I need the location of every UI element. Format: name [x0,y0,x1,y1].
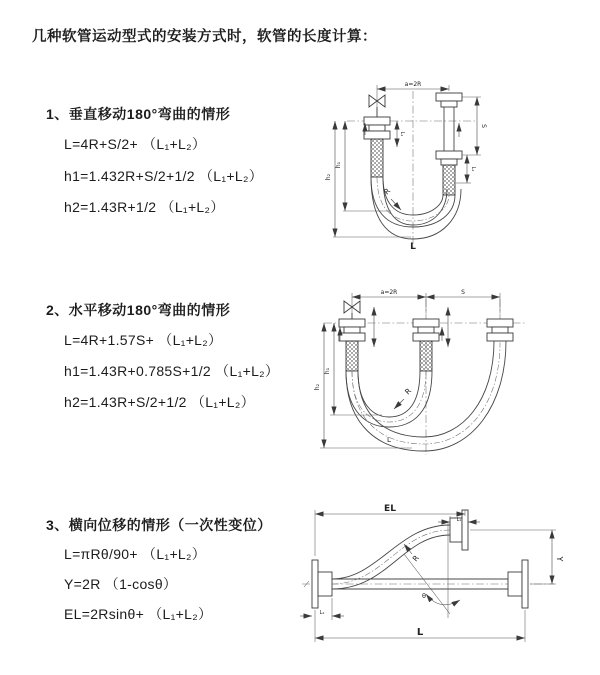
length-label: L [410,242,416,252]
dim-l1-bottom-label: L₁ [319,610,325,616]
diagram-lateral-displacement [298,502,586,650]
length-label: L [387,436,391,444]
dim-l1-left-label: L₁ [399,131,405,137]
section1-formula-h1: h1=1.432R+S/2+1/2 （L₁+L₂） [64,168,264,184]
section3-formula-l: L=πRθ/90+ （L₁+L₂） [64,546,207,562]
dim-el-label: EL [384,504,396,514]
dim-l [315,610,525,642]
braided-hose-section [443,165,455,195]
braided-hose-section [346,341,358,371]
dim-a2r-label: a=2R [380,289,398,296]
right-pipe-flanges [436,93,462,195]
dim-s-label: S [480,124,487,128]
braided-hose-section [371,139,383,177]
left-pipe-flange [339,319,365,371]
radius-callout [404,544,421,563]
dim-h2-label: h₂ [325,173,332,181]
dim-s-label: S [461,289,465,296]
dim-l1-bottom [300,598,344,620]
section1-formula-l: L=4R+S/2+ （L₁+L₂） [64,136,207,152]
section1-heading: 1、垂直移动180°弯曲的情形 [46,106,231,122]
dim-el [315,504,465,556]
radius-label: R [403,386,414,397]
radius-callout [394,386,413,409]
section3-formula-el: EL=2Rsinθ+ （L₁+L₂） [64,606,213,622]
dim-l1-top-label: L₁ [456,517,462,523]
dim-l1-top [438,516,480,523]
dim-h1-label: h₁ [335,161,342,169]
theta-label: θ [422,592,426,600]
section3-formula-y: Y=2R （1-cosθ） [64,576,178,592]
radius-label: R [382,186,393,197]
displaced-flange [450,510,468,550]
right-pipe-flange [487,319,513,341]
section2-formula-h2: h2=1.43R+S/2+1/2 （L₁+L₂） [64,394,255,410]
hose-u-bend-near [346,371,432,427]
section3-heading: 3、横向位移的情形（一次性变位） [46,517,272,533]
dim-l1-left [397,121,405,147]
right-flange [508,560,528,608]
diagram-horizontal-180-bend [312,285,537,459]
left-pipe-flange [364,117,390,177]
dim-h1-label: h₁ [324,367,331,375]
dim-l1-right-label: L₁ [470,166,476,172]
diagram-vertical-180-bend [325,77,503,253]
middle-pipe-flange [413,319,439,371]
dim-y-label: Y [555,556,564,562]
dim-h2 [314,323,412,448]
section2-formula-l: L=4R+1.57S+ （L₁+L₂） [64,332,223,348]
section1-formula-h2: h2=1.43R+1/2 （L₁+L₂） [64,199,225,215]
section2-heading: 2、水平移动180°弯曲的情形 [46,302,231,318]
section2-formula-h1: h1=1.43R+0.785S+1/2 （L₁+L₂） [64,363,280,379]
radius-label: R [410,553,421,564]
page-title: 几种软管运动型式的安装方式时，软管的长度计算： [32,29,377,45]
dim-h2-label: h₂ [314,383,321,391]
dim-s [462,97,487,155]
dim-a2r-label: a=2R [404,81,422,88]
left-flange [312,560,332,608]
dim-l-label: L [416,627,424,638]
braided-hose-section [420,341,432,371]
